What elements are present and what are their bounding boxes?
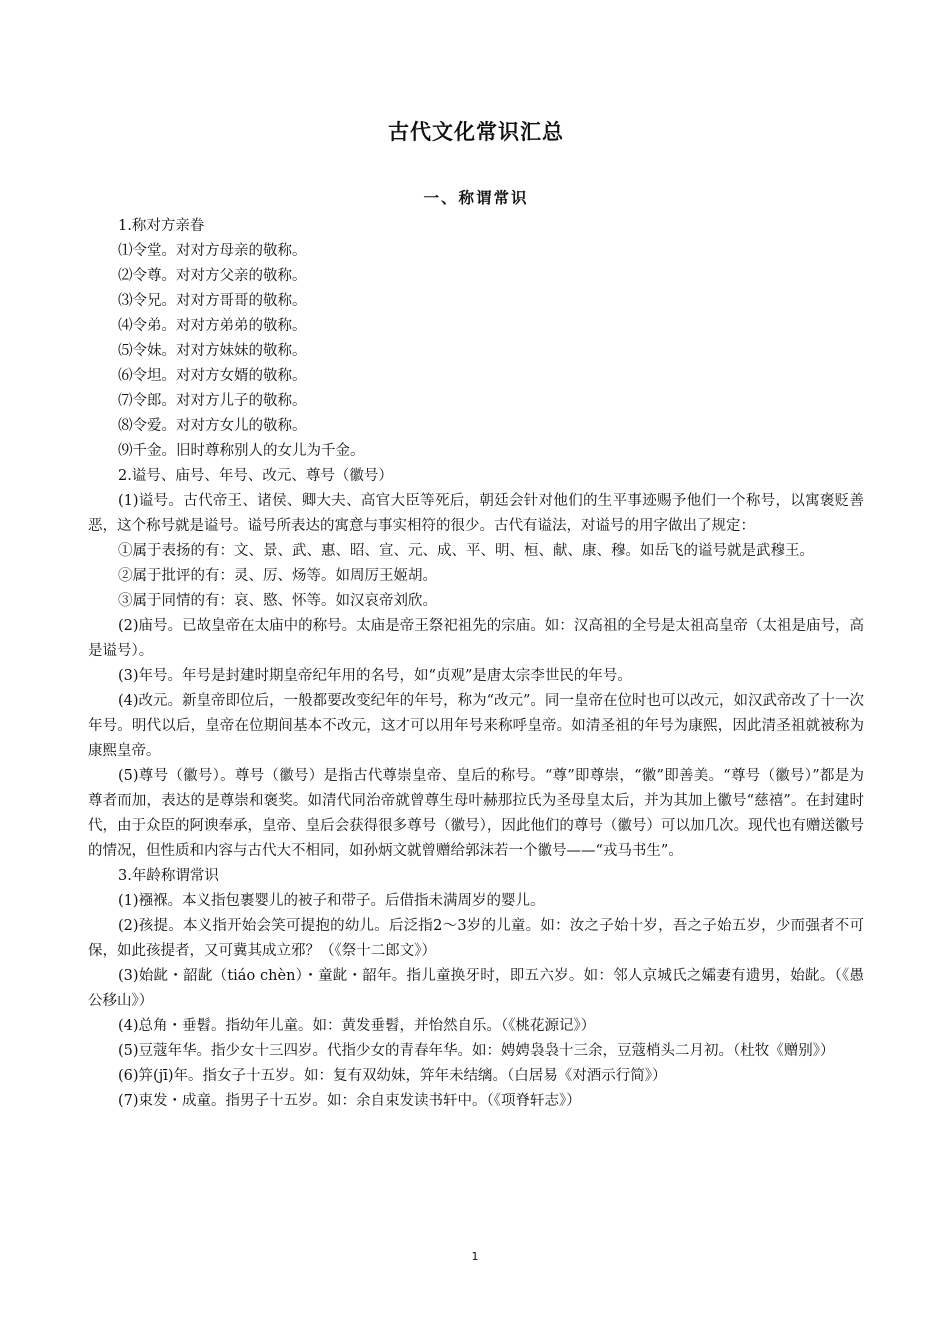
paragraph: ⑹令坦。对对方女婿的敬称。 (118, 368, 307, 384)
paragraph: ⑻令爱。对对方女儿的敬称。 (118, 418, 307, 434)
paragraph: ⑷令弟。对对方弟弟的敬称。 (118, 318, 307, 334)
paragraph: 1.称对方亲眷 (118, 218, 205, 234)
paragraph: ⑶令兄。对对方哥哥的敬称。 (118, 293, 307, 309)
paragraph: ⑺令郎。对对方儿子的敬称。 (118, 393, 307, 409)
paragraph: (6)笄(jī)年。指女子十五岁。如：复有双幼妹，笄年未结缡。（白居易《对酒示行简》） (118, 1068, 667, 1084)
paragraph: ①属于表扬的有：文、景、武、惠、昭、宣、元、成、平、明、桓、献、康、穆。如岳飞的谥号就是武穆王。 (118, 543, 814, 559)
section-heading: 一、称谓常识 (423, 188, 529, 207)
paragraph: (3)始龀・韶龀（tiáo chèn）・童龀・韶年。指儿童换牙时，即五六岁。如：邻人京城氏之孀妻有遗男，始龀。（《愚公移山》） (88, 968, 864, 1009)
page-number: 1 (471, 1250, 479, 1263)
paragraph: ②属于批评的有：灵、厉、炀等。如周厉王姬胡。 (118, 568, 437, 584)
paragraph: (1)襁褓。本义指包裹婴儿的被子和带子。后借指未满周岁的婴儿。 (118, 893, 545, 909)
paragraph: (2)庙号。已故皇帝在太庙中的称号。太庙是帝王祭祀祖先的宗庙。如：汉高祖的全号是太祖高皇帝（太祖是庙号，高是谥号）。 (88, 618, 864, 659)
paragraph: (5)豆蔻年华。指少女十三四岁。代指少女的青春年华。如：娉娉袅袅十三余，豆蔻梢头二月初。（杜牧《赠别》） (118, 1043, 835, 1059)
paragraph: 2.谥号、庙号、年号、改元、尊号（徽号） (118, 468, 393, 484)
paragraph: (7)束发・成童。指男子十五岁。如：余自束发读书轩中。（《项脊轩志》） (118, 1093, 581, 1109)
paragraph: (5)尊号（徽号）。尊号（徽号）是指古代尊崇皇帝、皇后的称号。“尊”即尊崇，“徽”即善美。“尊号（徽号）”都是为尊者而加，表达的是尊崇和褒奖。如清代同治帝就曾尊生母叶赫那拉氏为圣母皇太后，并为其加上徽号“慈禧”。在封建时代，由于众臣的阿谀奉承，皇帝、皇后会获得很多尊号（徽号），因此他们的尊号（徽号）可以加几次。现代也有赠送徽号的情况，但性质和内容与古代大不相同，如孙炳文就曾赠给郭沫若一个徽号——“戎马书生”。 (88, 768, 864, 859)
paragraph: ⑵令尊。对对方父亲的敬称。 (118, 268, 307, 284)
paragraph: (4)总角・垂髫。指幼年儿童。如：黄发垂髫，并怡然自乐。（《桃花源记》） (118, 1018, 596, 1034)
paragraph: ③属于同情的有：哀、愍、怀等。如汉哀帝刘欣。 (118, 593, 437, 609)
paragraph: (2)孩提。本义指开始会笑可提抱的幼儿。后泛指2～3岁的儿童。如：汝之子始十岁，吾之子始五岁，少而强者不可保，如此孩提者，又可冀其成立邪？（《祭十二郎文》） (88, 918, 864, 959)
paragraph: (1)谥号。古代帝王、诸侯、卿大夫、高官大臣等死后，朝廷会针对他们的生平事迹赐予他们一个称号，以寓褒贬善恶，这个称号就是谥号。谥号所表达的寓意与事实相符的很少。古代有谥法，对谥号的用字做出了规定： (88, 493, 864, 534)
paragraph: 3.年龄称谓常识 (118, 868, 219, 884)
paragraph: (4)改元。新皇帝即位后，一般都要改变纪年的年号，称为“改元”。同一皇帝在位时也可以改元，如汉武帝改了十一次年号。明代以后，皇帝在位期间基本不改元，这才可以用年号来称呼皇帝。如清圣祖的年号为康熙，因此清圣祖就被称为康熙皇帝。 (88, 693, 864, 759)
paragraph: ⑸令妹。对对方妹妹的敬称。 (118, 343, 307, 359)
document-title: 古代文化常识汇总 (388, 120, 564, 144)
paragraph: ⑴令堂。对对方母亲的敬称。 (118, 243, 307, 259)
document-body (88, 214, 864, 1114)
paragraph: ⑼千金。旧时尊称别人的女儿为千金。 (118, 443, 365, 459)
paragraph: (3)年号。年号是封建时期皇帝纪年用的名号，如“贞观”是唐太宗李世民的年号。 (118, 668, 632, 684)
